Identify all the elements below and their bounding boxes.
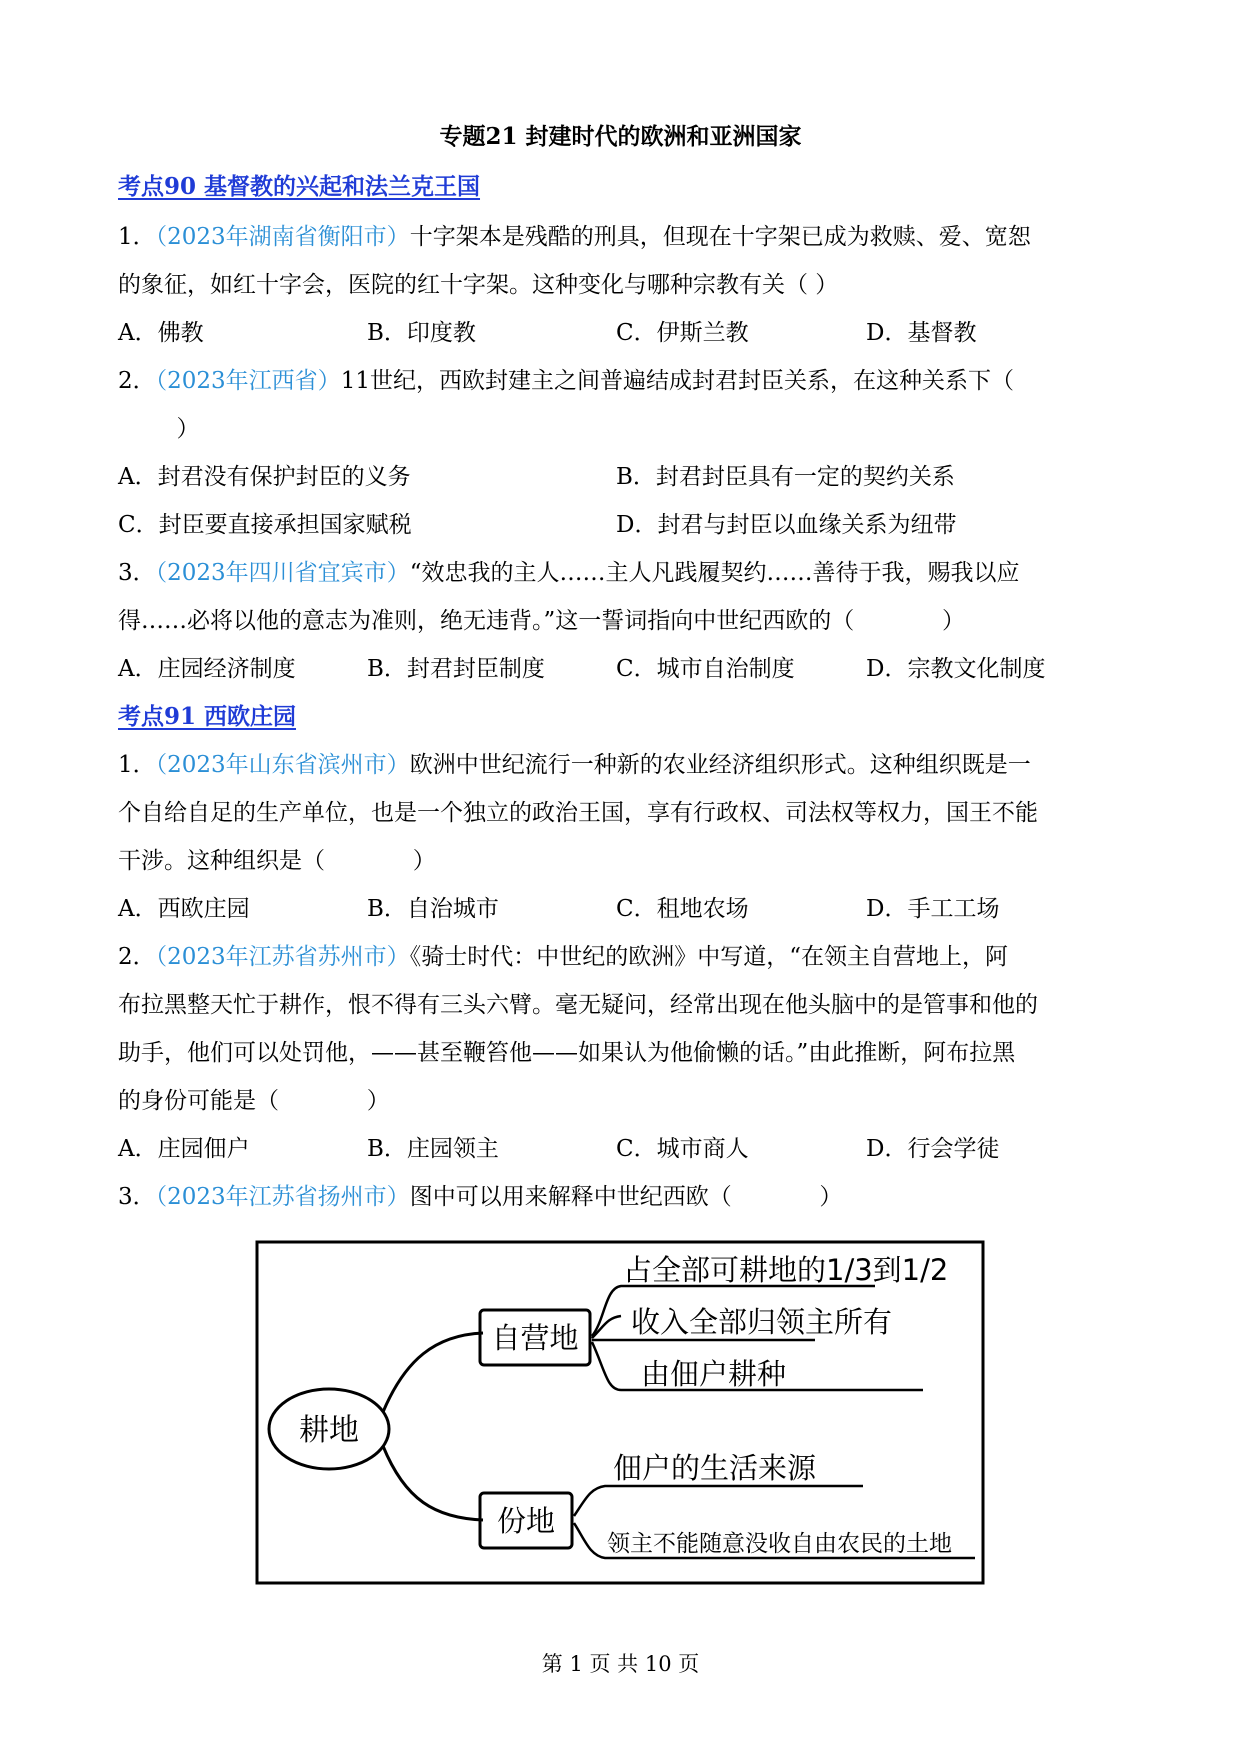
- question-source: （2023年江苏省扬州市）: [155, 1184, 410, 1210]
- branch2-item: 领主不能随意没收自由农民的土地: [607, 1531, 952, 1557]
- question-text: “效忠我的主人……主人凡践履契约……善待于我，赐我以应: [409, 560, 1020, 586]
- option-d[interactable]: D．手工工场: [866, 896, 1000, 922]
- branch1-label: 自营地: [491, 1321, 579, 1355]
- page-footer: 第 1 页 共 10 页: [541, 1652, 700, 1676]
- branch2-item: 佃户的生活来源: [613, 1451, 817, 1485]
- question-text: 图中可以用来解释中世纪西欧（ ）: [409, 1184, 843, 1210]
- question-number: 1．: [118, 752, 156, 778]
- option-b[interactable]: B．印度教: [367, 320, 476, 346]
- option-b[interactable]: B．封君封臣具有一定的契约关系: [616, 464, 955, 490]
- question-text: 布拉黑整天忙于耕作，恨不得有三头六臂。毫无疑问，经常出现在他头脑中的是管事和他的: [118, 992, 1038, 1018]
- farmland-diagram: [255, 1240, 985, 1585]
- branch1-item: 收入全部归领主所有: [631, 1305, 893, 1339]
- page-title: 专题21 封建时代的欧洲和亚洲国家: [439, 123, 802, 150]
- question-line: [118, 746, 1128, 779]
- root-label: 耕地: [299, 1413, 359, 1448]
- branch2-label: 份地: [496, 1504, 556, 1538]
- option-a[interactable]: A．佛教: [118, 320, 204, 346]
- option-b[interactable]: B．自治城市: [367, 896, 499, 922]
- question-text: 得……必将以他的意志为准则，绝无违背。”这一誓词指向中世纪西欧的（ ）: [118, 608, 965, 634]
- question-text: 欧洲中世纪流行一种新的农业经济组织形式。这种组织既是一: [409, 752, 1031, 778]
- diagram-svg: [255, 1240, 985, 1585]
- question-source: （2023年四川省宜宾市）: [155, 560, 410, 586]
- question-text: 干涉。这种组织是（ ）: [118, 848, 436, 874]
- option-b[interactable]: B．封君封臣制度: [367, 656, 545, 682]
- question-text: 助手，他们可以处罚他，——甚至鞭笞他——如果认为他偷懒的话。”由此推断，阿布拉黑: [118, 1040, 1016, 1066]
- option-d[interactable]: D．行会学徒: [866, 1136, 1000, 1162]
- question-source: （2023年湖南省衡阳市）: [155, 224, 410, 250]
- question-number: 3．: [118, 1184, 156, 1210]
- option-c[interactable]: C．城市自治制度: [616, 656, 795, 682]
- option-d[interactable]: D．宗教文化制度: [866, 656, 1046, 682]
- question-line: [118, 938, 1128, 971]
- question-line: [118, 1178, 1128, 1211]
- question-text: ）: [118, 416, 200, 442]
- question-source: （2023年江西省）: [155, 368, 341, 394]
- question-line: [118, 554, 1128, 587]
- question-text: 的身份可能是（ ）: [118, 1088, 390, 1114]
- option-a[interactable]: A．封君没有保护封臣的义务: [118, 464, 411, 490]
- option-c[interactable]: C．城市商人: [616, 1136, 749, 1162]
- option-c[interactable]: C．伊斯兰教: [616, 320, 749, 346]
- question-text: 的象征，如红十字会，医院的红十字架。这种变化与哪种宗教有关（ ）: [118, 272, 839, 298]
- question-source: （2023年江苏省苏州市）: [155, 944, 410, 970]
- question-text: 《骑士时代：中世纪的欧洲》中写道，“在领主自营地上，阿: [409, 944, 1008, 970]
- question-line: [118, 362, 1128, 395]
- question-number: 2．: [118, 368, 156, 394]
- question-source: （2023年山东省滨州市）: [155, 752, 410, 778]
- option-d[interactable]: D．基督教: [866, 320, 977, 346]
- branch1-item: 由佃户耕种: [641, 1357, 787, 1391]
- section-heading-91[interactable]: 考点91 西欧庄园: [118, 703, 297, 730]
- option-a[interactable]: A．西欧庄园: [118, 896, 250, 922]
- question-number: 3．: [118, 560, 156, 586]
- question-text: 个自给自足的生产单位，也是一个独立的政治王国，享有行政权、司法权等权力，国王不能: [118, 800, 1038, 826]
- option-c[interactable]: C．租地农场: [616, 896, 749, 922]
- branch1-item: 占全部可耕地的1/3到1/2: [623, 1253, 949, 1287]
- option-c[interactable]: C．封臣要直接承担国家赋税: [118, 512, 412, 538]
- section-heading-90[interactable]: 考点90 基督教的兴起和法兰克王国: [118, 173, 481, 200]
- option-b[interactable]: B．庄园领主: [367, 1136, 499, 1162]
- question-number: 2．: [118, 944, 156, 970]
- question-text: 11世纪，西欧封建主之间普遍结成封君封臣关系，在这种关系下（: [340, 368, 1014, 394]
- option-a[interactable]: A．庄园佃户: [118, 1136, 250, 1162]
- question-text: 十字架本是残酷的刑具，但现在十字架已成为救赎、爱、宽恕: [409, 224, 1031, 250]
- option-d[interactable]: D．封君与封臣以血缘关系为纽带: [616, 512, 957, 538]
- question-number: 1．: [118, 224, 156, 250]
- question-line: [118, 218, 1128, 251]
- option-a[interactable]: A．庄园经济制度: [118, 656, 296, 682]
